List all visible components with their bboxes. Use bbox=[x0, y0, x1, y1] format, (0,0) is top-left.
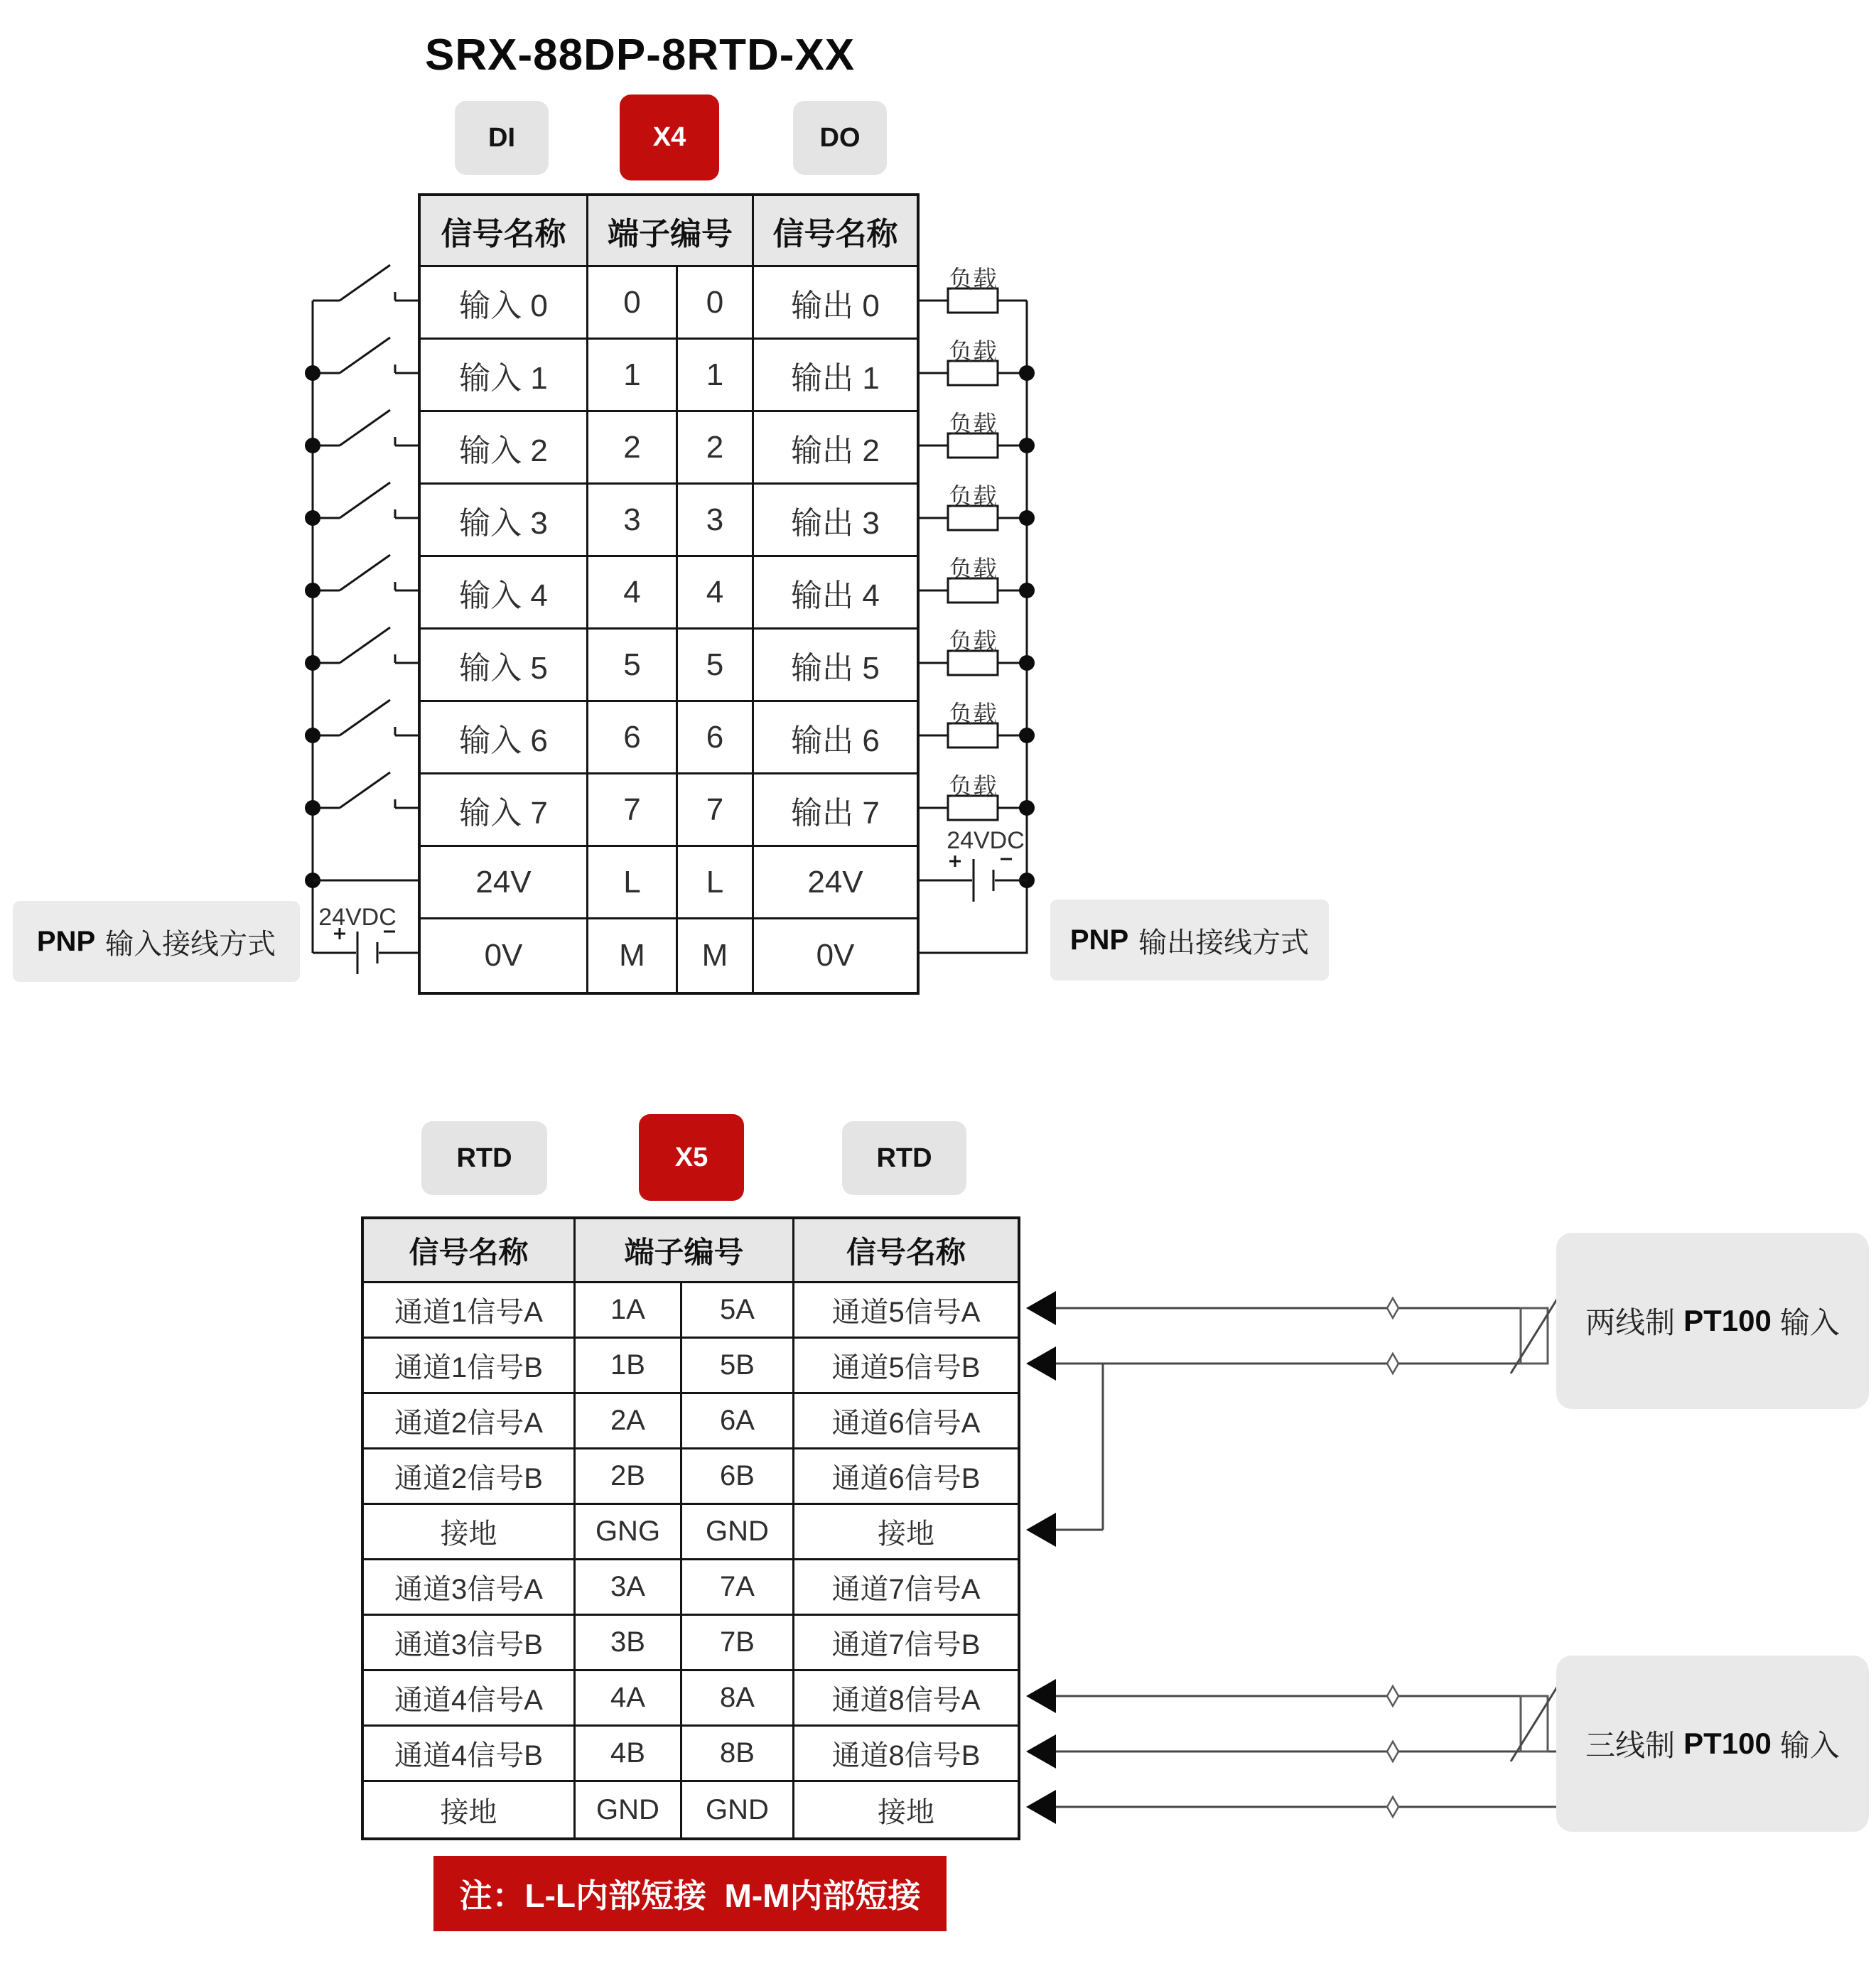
table-cell: 5B bbox=[682, 1339, 794, 1394]
table-header-cell: 信号名称 bbox=[754, 196, 917, 267]
table-cell: 通道8信号A bbox=[794, 1671, 1018, 1727]
table-cell: 8B bbox=[682, 1727, 794, 1782]
table-cell: 3 bbox=[678, 485, 754, 557]
table-header-cell: 信号名称 bbox=[364, 1219, 576, 1283]
switch-icon bbox=[313, 338, 418, 373]
load-label: 负载 bbox=[949, 411, 997, 438]
table-cell: 7 bbox=[588, 774, 678, 847]
table-cell: 通道7信号A bbox=[794, 1560, 1018, 1616]
pt100-two-wire-label bbox=[1556, 1233, 1869, 1409]
table-cell: 通道7信号B bbox=[794, 1616, 1018, 1671]
supply-voltage-label: 24VDC bbox=[318, 904, 397, 931]
switch-icon bbox=[313, 410, 418, 446]
table-cell: 输出 5 bbox=[754, 630, 917, 702]
table-cell: 输出 4 bbox=[754, 557, 917, 630]
load-label: 负载 bbox=[949, 556, 997, 583]
table-cell: 3 bbox=[588, 485, 678, 557]
junction-dot bbox=[305, 365, 320, 381]
table-cell: 2B bbox=[576, 1449, 682, 1505]
table-cell: 通道5信号A bbox=[794, 1283, 1018, 1339]
table-cell: 6 bbox=[588, 702, 678, 774]
switch-icon bbox=[313, 555, 418, 590]
table-cell: 5 bbox=[588, 630, 678, 702]
table-cell: GND bbox=[576, 1782, 682, 1837]
pt100-sensor-icon bbox=[1511, 1298, 1558, 1373]
load-label: 负载 bbox=[949, 484, 997, 511]
pt100-three-wire-suffix: 输入 bbox=[1779, 1729, 1840, 1762]
table-cell: GNG bbox=[576, 1505, 682, 1560]
table-cell: 通道1信号A bbox=[364, 1283, 576, 1339]
table-cell: 0V bbox=[421, 919, 588, 992]
table-cell: 输出 0 bbox=[754, 267, 917, 340]
table-cell: 2A bbox=[576, 1394, 682, 1449]
table-cell: L bbox=[588, 847, 678, 919]
connector-diamond-icon bbox=[1387, 1797, 1398, 1817]
pnp-input-label bbox=[13, 901, 300, 982]
table-cell: 4A bbox=[576, 1671, 682, 1727]
switch-icon bbox=[313, 772, 418, 808]
junction-dot bbox=[305, 655, 320, 671]
table-cell: 6 bbox=[678, 702, 754, 774]
badge-x4-label: X4 bbox=[652, 122, 686, 152]
table-cell: 24V bbox=[421, 847, 588, 919]
pt100-two-wire-wiring bbox=[1026, 1291, 1558, 1547]
arrow-left-icon bbox=[1026, 1291, 1056, 1325]
battery-icon bbox=[920, 855, 1027, 902]
pnp-input-label-text: 输入接线方式 bbox=[105, 928, 276, 960]
table-cell: 24V bbox=[754, 847, 917, 919]
table-cell: 3A bbox=[576, 1560, 682, 1616]
table-cell: 输入 3 bbox=[421, 485, 588, 557]
pt100-two-wire-suffix: 输入 bbox=[1779, 1306, 1840, 1339]
table-cell: 通道6信号A bbox=[794, 1394, 1018, 1449]
junction-dot bbox=[305, 583, 320, 598]
table-cell: 通道2信号B bbox=[364, 1449, 576, 1505]
table-cell: 通道8信号B bbox=[794, 1727, 1018, 1782]
table-cell: 输出 1 bbox=[754, 340, 917, 412]
pt100-three-wire-prefix: 三线制 bbox=[1585, 1729, 1676, 1762]
table-cell: 输出 3 bbox=[754, 485, 917, 557]
badge-rtd-right bbox=[842, 1121, 966, 1195]
badge-rtd-right-label: RTD bbox=[876, 1143, 932, 1173]
table-cell: 1A bbox=[576, 1283, 682, 1339]
arrow-left-icon bbox=[1026, 1790, 1056, 1824]
switch-icon bbox=[313, 482, 418, 518]
table-cell: 0V bbox=[816, 938, 855, 973]
di-input-wiring bbox=[305, 265, 418, 974]
junction-dot bbox=[1019, 438, 1035, 453]
load-label: 负载 bbox=[949, 774, 997, 801]
load-label: 负载 bbox=[949, 701, 997, 728]
table-cell: M bbox=[678, 919, 754, 992]
table-cell: 3B bbox=[576, 1616, 682, 1671]
table-cell: 输入 6 bbox=[421, 702, 588, 774]
table-cell: 1 bbox=[588, 340, 678, 412]
x5-rtd-table bbox=[361, 1216, 1020, 1840]
table-cell: 接地 bbox=[364, 1782, 576, 1837]
table-cell: 5 bbox=[678, 630, 754, 702]
connector-diamond-icon bbox=[1387, 1298, 1398, 1318]
arrow-left-icon bbox=[1026, 1346, 1056, 1381]
table-cell: 通道3信号A bbox=[364, 1560, 576, 1616]
pt100-three-wire-label bbox=[1556, 1656, 1869, 1832]
junction-dot bbox=[1019, 365, 1035, 381]
table-cell: L bbox=[678, 847, 754, 919]
connector-diamond-icon bbox=[1387, 1686, 1398, 1706]
arrow-left-icon bbox=[1026, 1513, 1056, 1547]
connector-diamond-icon bbox=[1387, 1354, 1398, 1373]
page-title: SRX-88DP-8RTD-XX bbox=[425, 31, 856, 80]
table-cell: 输入 2 bbox=[421, 412, 588, 485]
junction-dot bbox=[1019, 655, 1035, 671]
load-label: 负载 bbox=[949, 629, 997, 656]
table-cell: 接地 bbox=[878, 1796, 934, 1828]
table-cell: 通道5信号B bbox=[794, 1339, 1018, 1394]
junction-dot bbox=[1019, 800, 1035, 816]
table-cell: 7B bbox=[682, 1616, 794, 1671]
junction-dot bbox=[305, 728, 320, 743]
junction-dot bbox=[1019, 583, 1035, 598]
table-cell: 4B bbox=[576, 1727, 682, 1782]
badge-di-label: DI bbox=[488, 122, 515, 153]
plus-icon bbox=[949, 855, 961, 867]
load-label: 负载 bbox=[949, 266, 997, 293]
pt100-three-wire-wiring bbox=[1026, 1679, 1600, 1824]
table-cell: 0 bbox=[588, 267, 678, 340]
pt100-two-wire-prefix: 两线制 bbox=[1585, 1306, 1676, 1339]
table-cell: 输入 7 bbox=[421, 774, 588, 847]
note-banner: 注：L-L内部短接 M-M内部短接 bbox=[433, 1856, 947, 1931]
table-cell: 输入 4 bbox=[421, 557, 588, 630]
table-cell: 7A bbox=[682, 1560, 794, 1616]
junction-dot bbox=[305, 510, 320, 526]
table-cell: 7 bbox=[678, 774, 754, 847]
table-header-cell: 端子编号 bbox=[576, 1219, 794, 1283]
load-label: 负载 bbox=[949, 339, 997, 366]
switch-icon bbox=[313, 700, 418, 735]
pt100-three-wire-bold: PT100 bbox=[1683, 1727, 1772, 1760]
table-cell: M bbox=[588, 919, 678, 992]
table-cell: 输入 5 bbox=[421, 630, 588, 702]
badge-do-label: DO bbox=[819, 122, 861, 153]
junction-dot bbox=[305, 800, 320, 816]
junction-dot bbox=[1019, 510, 1035, 526]
badge-x5 bbox=[639, 1114, 744, 1201]
switch-icon bbox=[313, 627, 418, 663]
junction-dot bbox=[1019, 728, 1035, 743]
table-cell: 输入 0 bbox=[421, 267, 588, 340]
table-cell: 4 bbox=[678, 557, 754, 630]
table-cell: GND bbox=[682, 1505, 794, 1560]
table-cell: 输出 2 bbox=[754, 412, 917, 485]
supply-voltage-label: 24VDC bbox=[947, 827, 1025, 854]
table-cell: 通道4信号B bbox=[364, 1727, 576, 1782]
table-cell: 1B bbox=[576, 1339, 682, 1394]
battery-icon bbox=[313, 928, 418, 974]
pt100-two-wire-bold: PT100 bbox=[1683, 1304, 1772, 1337]
x4-terminal-table bbox=[418, 193, 920, 995]
table-cell: 2 bbox=[678, 412, 754, 485]
table-cell: 1 bbox=[678, 340, 754, 412]
table-cell: 通道2信号A bbox=[364, 1394, 576, 1449]
switch-icon bbox=[313, 265, 418, 301]
table-cell: 通道1信号B bbox=[364, 1339, 576, 1394]
table-cell: GND bbox=[682, 1782, 794, 1837]
arrow-left-icon bbox=[1026, 1679, 1056, 1713]
ground-wire bbox=[1056, 1364, 1103, 1530]
pnp-output-label bbox=[1050, 900, 1329, 981]
table-cell: 6B bbox=[682, 1449, 794, 1505]
table-cell: 通道3信号B bbox=[364, 1616, 576, 1671]
badge-x5-label: X5 bbox=[674, 1142, 708, 1172]
table-header-cell: 端子编号 bbox=[588, 196, 754, 267]
junction-dot bbox=[305, 438, 320, 453]
badge-rtd-left-label: RTD bbox=[456, 1143, 512, 1173]
arrow-left-icon bbox=[1026, 1734, 1056, 1769]
connector-diamond-icon bbox=[1387, 1742, 1398, 1761]
ground-wire bbox=[1056, 1751, 1600, 1807]
table-cell: 6A bbox=[682, 1394, 794, 1449]
table-cell: 通道6信号B bbox=[794, 1449, 1018, 1505]
table-cell: 输入 1 bbox=[421, 340, 588, 412]
pnp-input-label-bold: PNP bbox=[36, 925, 96, 957]
table-header-cell: 信号名称 bbox=[794, 1219, 1018, 1283]
table-cell: 0 bbox=[678, 267, 754, 340]
table-cell: 8A bbox=[682, 1671, 794, 1727]
badge-rtd-left bbox=[421, 1121, 547, 1195]
table-cell: 通道4信号A bbox=[364, 1671, 576, 1727]
table-cell: 输出 7 bbox=[754, 774, 917, 847]
table-cell: 接地 bbox=[364, 1505, 576, 1560]
table-cell: 5A bbox=[682, 1283, 794, 1339]
table-cell: 输出 6 bbox=[754, 702, 917, 774]
table-cell: 4 bbox=[588, 557, 678, 630]
pnp-output-label-bold: PNP bbox=[1069, 924, 1129, 956]
pt100-sensor-icon bbox=[1511, 1686, 1558, 1761]
table-header-cell: 信号名称 bbox=[421, 196, 588, 267]
table-cell: 接地 bbox=[794, 1505, 1018, 1560]
table-cell: 2 bbox=[588, 412, 678, 485]
pnp-output-label-text: 输出接线方式 bbox=[1138, 927, 1310, 959]
